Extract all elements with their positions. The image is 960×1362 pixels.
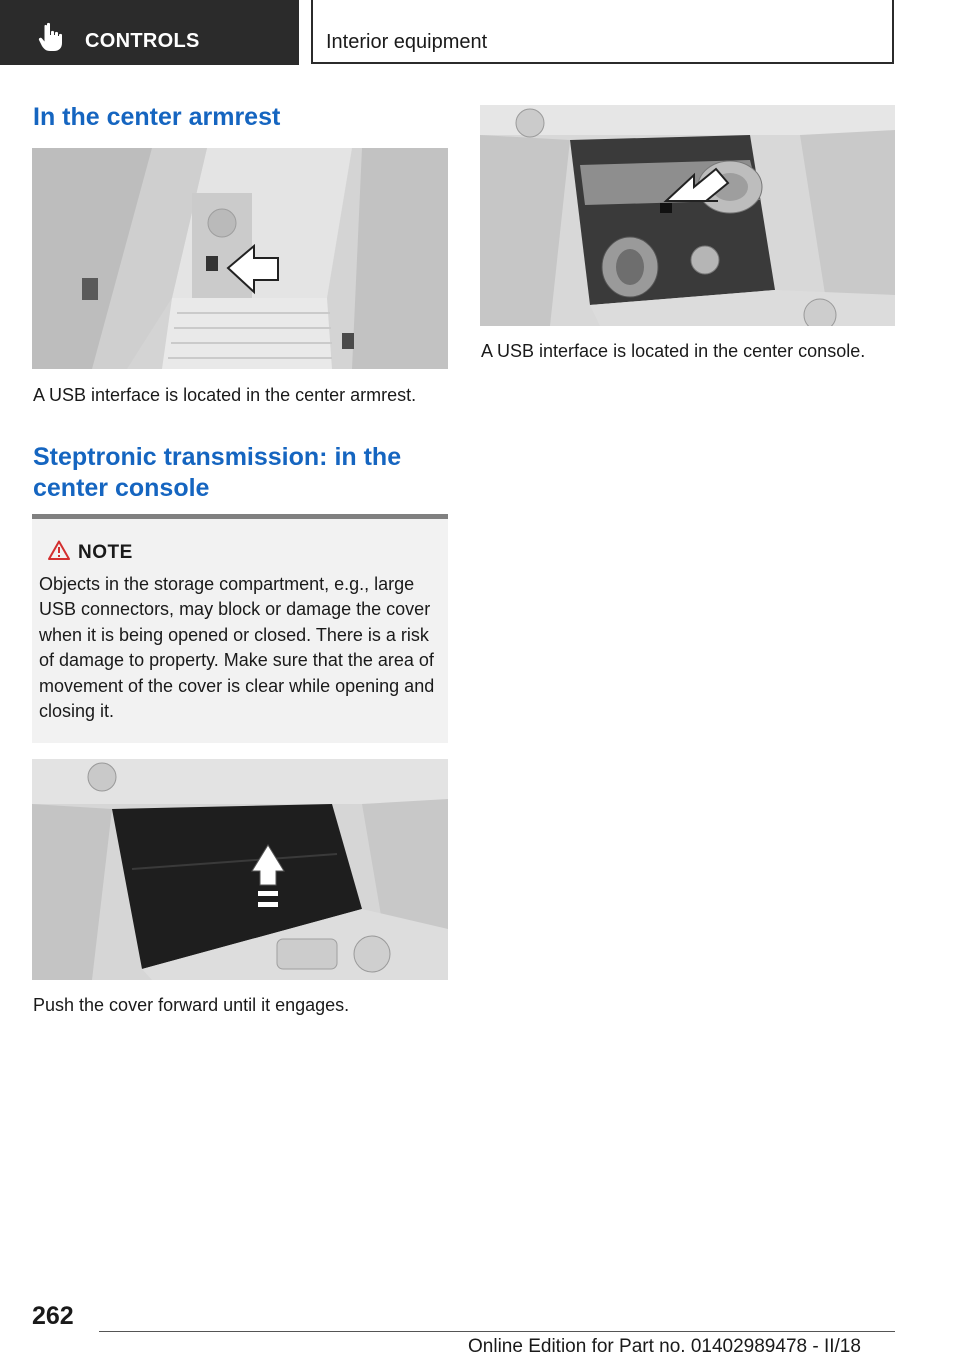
armrest-caption: A USB interface is located in the center armrest. <box>33 385 417 405</box>
section-label: CONTROLS <box>85 30 200 52</box>
armrest-usb-figure <box>32 148 448 369</box>
page-number: 262 <box>32 1302 74 1330</box>
note-title: NOTE <box>78 542 133 563</box>
hand-pointer-icon <box>38 22 64 52</box>
console-cover-figure <box>32 759 448 980</box>
armrest-heading: In the center armrest <box>33 103 281 131</box>
footer-divider <box>99 1331 895 1332</box>
console-caption: A USB interface is located in the center console. <box>481 341 866 361</box>
console-usb-figure <box>480 105 895 326</box>
steptronic-heading: Steptronic transmission: in the center console <box>33 443 402 502</box>
warning-triangle-icon <box>48 540 70 560</box>
edition-text: Online Edition for Part no. 01402989478 - II/18 <box>468 1336 861 1357</box>
chapter-title: Interior equipment <box>326 31 488 53</box>
note-text: Objects in the storage compartment, e.g., large USB connectors, may block or damage the cover when it is being opened or closed. There is a risk of damage to property. Make sure that the area of movement of the cover is clear while opening and closing it. <box>39 574 435 722</box>
steptronic-caption: Push the cover forward until it engages. <box>33 995 350 1015</box>
